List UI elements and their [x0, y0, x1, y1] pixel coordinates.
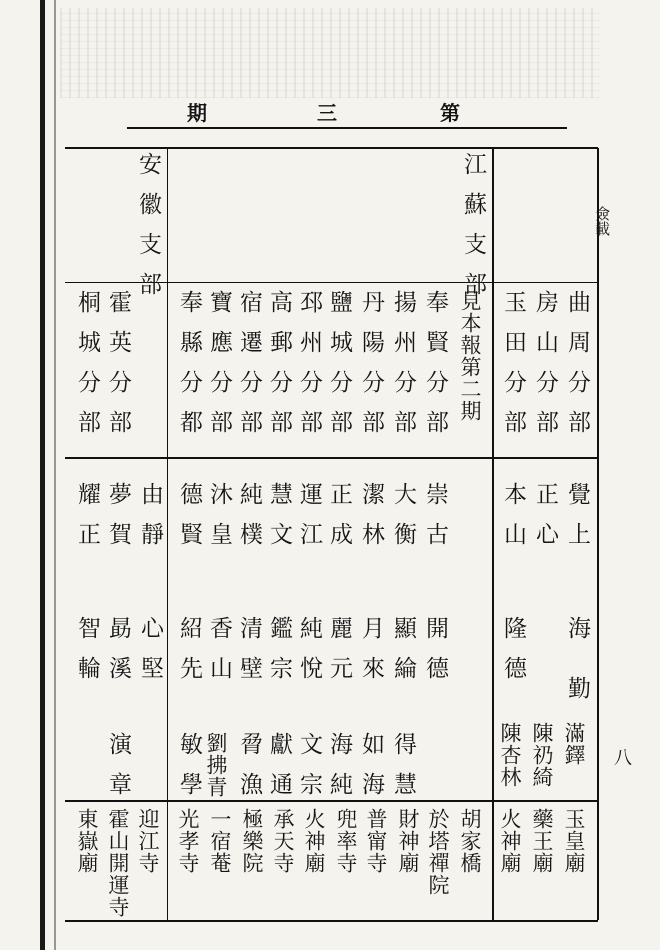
- r1-cell-9: 寶應分部: [206, 290, 232, 450]
- r5-cell-2: 於塔禪院: [426, 808, 450, 896]
- r4-cell-11: 演章: [105, 732, 131, 812]
- r3-cell-6: 鑑宗: [266, 616, 292, 696]
- r5-cell-6: 火神廟: [302, 808, 326, 874]
- r2-cell-4: 正成: [326, 482, 352, 562]
- r1-right-2: 房山分部: [532, 290, 558, 450]
- anhui-branch-label: 安徽支部: [135, 152, 161, 312]
- r2-right-3: 本山: [500, 482, 526, 562]
- r5-cell-13: 東嶽廟: [75, 808, 99, 874]
- table-top-rule: [65, 147, 598, 149]
- side-note-qianzai: 僉載: [593, 206, 611, 236]
- r1-cell-7: 高郵分部: [266, 290, 292, 450]
- r5-cell-10: 光孝寺: [176, 808, 200, 874]
- r1-cell-8: 宿遷分部: [236, 290, 262, 450]
- r4-right-3: 陳杏林: [498, 722, 522, 788]
- r2-right-1: 覺上: [564, 482, 590, 562]
- r5-right-1: 玉皇廟: [562, 808, 586, 874]
- r4-cell-5: 文宗: [296, 732, 322, 812]
- r3-cell-5: 純悅: [296, 616, 322, 696]
- r5-cell-8: 極樂院: [240, 808, 264, 874]
- r2-cell-6: 慧文: [266, 482, 292, 562]
- page-number: 八: [611, 748, 632, 766]
- r1-cell-1: 見本報第二期: [458, 290, 482, 422]
- column-rule-left: [167, 148, 168, 920]
- r2-cell-12: 耀正: [74, 482, 100, 562]
- r5-cell-9: 一宿菴: [208, 808, 232, 874]
- r3-cell-9: 紹先: [176, 616, 202, 696]
- r3-cell-2: 顯綸: [390, 616, 416, 696]
- r1-cell-6: 邳州分部: [296, 290, 322, 450]
- table-bottom-rule: [65, 920, 598, 922]
- r1-cell-5: 鹽城分部: [326, 290, 352, 450]
- r1-right-3: 玉田分部: [500, 290, 526, 450]
- header-rule: [127, 127, 567, 129]
- r3-cell-3: 月來: [358, 616, 384, 696]
- print-noise-texture: [60, 8, 600, 98]
- r2-cell-1: 崇古: [422, 482, 448, 562]
- r1-cell-2: 奉賢分部: [422, 290, 448, 450]
- r3-right-3: 隆德: [500, 616, 526, 696]
- r3-cell-7: 清壁: [236, 616, 262, 696]
- r4-cell-7: 脋漁: [236, 732, 262, 812]
- r4-cell-8: 劉拂青: [204, 732, 228, 798]
- r5-cell-7: 承天寺: [271, 808, 295, 874]
- column-rule-right: [492, 148, 494, 920]
- r2-cell-5: 運江: [296, 482, 322, 562]
- r2-right-2: 正心: [532, 482, 558, 562]
- r5-cell-3: 財神廟: [396, 808, 420, 874]
- r3-cell-11: 勗溪: [105, 616, 131, 696]
- header-di: 第: [440, 101, 462, 125]
- r4-right-1: 滿鐸: [562, 722, 586, 766]
- r4-right-2: 陳礽綺: [530, 722, 554, 788]
- r5-cell-12: 霍山開運寺: [106, 808, 130, 918]
- r1-cell-3: 揚州分部: [390, 290, 416, 450]
- r4-cell-3: 如海: [358, 732, 384, 812]
- page-spine-line: [40, 0, 45, 950]
- header-qi: 期: [187, 101, 209, 125]
- r3-cell-12: 智輪: [74, 616, 100, 696]
- r4-cell-6: 獻通: [266, 732, 292, 812]
- r5-cell-11: 迎江寺: [136, 808, 160, 874]
- r3-cell-4: 麗元: [326, 616, 352, 696]
- r5-cell-1: 胡家橋: [458, 808, 482, 874]
- r5-cell-4: 普甯寺: [364, 808, 388, 874]
- table-right-border: [597, 148, 599, 920]
- r2-cell-2: 大衡: [390, 482, 416, 562]
- r2-cell-10: 由靜: [137, 482, 163, 562]
- jiangsu-branch-label: 江蘇支部: [460, 152, 486, 312]
- row-rule-2: [65, 457, 598, 459]
- r3-cell-10: 心堅: [137, 616, 163, 696]
- r2-cell-11: 夢賀: [105, 482, 131, 562]
- header-san: 三: [317, 101, 339, 125]
- r1-cell-11: 霍英分部: [105, 290, 131, 450]
- r5-cell-5: 兜率寺: [334, 808, 358, 874]
- r4-cell-2: 得慧: [390, 732, 416, 812]
- r4-cell-4: 海純: [326, 732, 352, 812]
- r3-cell-1: 開德: [422, 616, 448, 696]
- r3-right-1: 海勤: [564, 616, 590, 736]
- r1-cell-4: 丹陽分部: [358, 290, 384, 450]
- r1-cell-12: 桐城分部: [74, 290, 100, 450]
- r4-cell-9: 敏學: [176, 732, 202, 812]
- r1-cell-10: 奉縣分都: [176, 290, 202, 450]
- r2-cell-7: 純樸: [236, 482, 262, 562]
- r5-right-3: 火神廟: [498, 808, 522, 874]
- r3-cell-8: 香山: [206, 616, 232, 696]
- page-spine-shadow: [54, 0, 56, 950]
- r2-cell-3: 潔林: [358, 482, 384, 562]
- r2-cell-8: 沐皇: [206, 482, 232, 562]
- r2-cell-9: 德賢: [176, 482, 202, 562]
- r5-right-2: 藥王廟: [530, 808, 554, 874]
- r1-right-1: 曲周分部: [564, 290, 590, 450]
